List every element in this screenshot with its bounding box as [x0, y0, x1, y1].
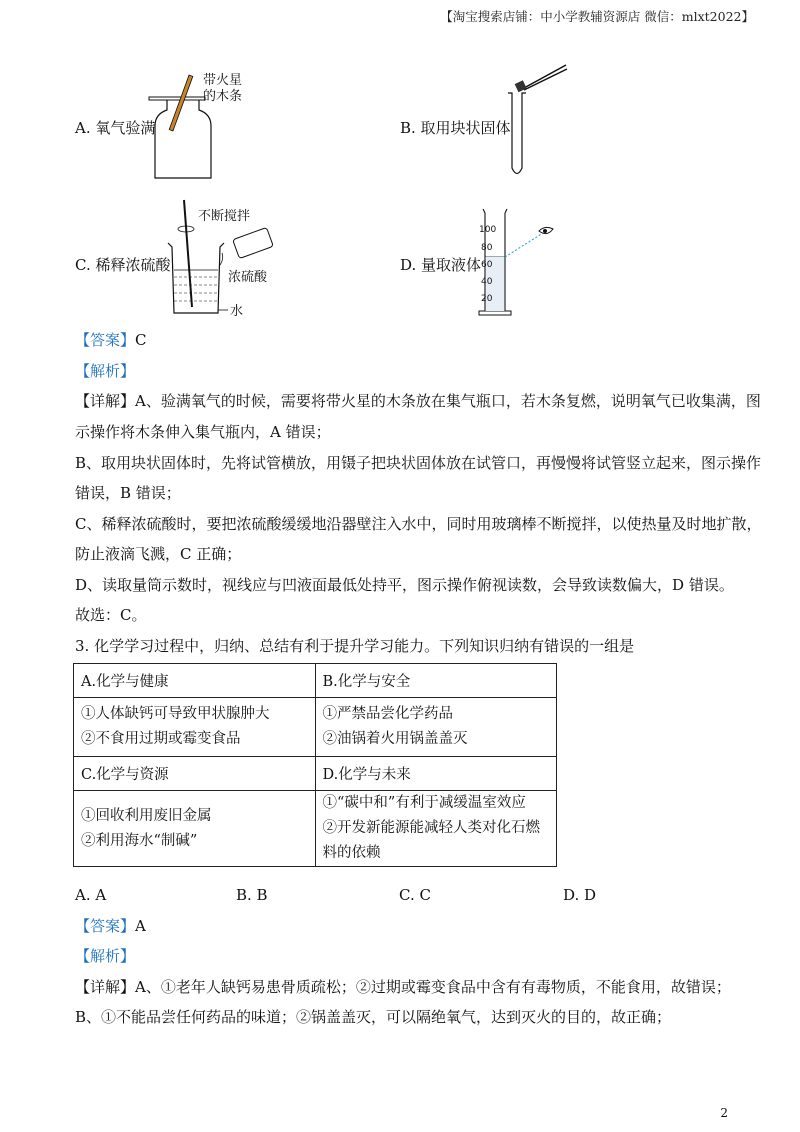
- test-tube-figure: [500, 60, 590, 185]
- stir-label: 不断搅拌: [198, 209, 251, 224]
- tick-20: 20: [481, 294, 493, 304]
- q2-detail-line: C、稀释浓硫酸时，要把浓硫酸缓缓地沿器壁注入水中，同时用玻璃棒不断搅拌，以使热量及时地扩散，: [75, 515, 762, 533]
- q3-detail-line: 【详解】A、①老年人缺钙易患骨质疏松；②过期或霉变食品中含有有毒物质，不能食用，故错误；: [75, 978, 731, 996]
- cylinder-figure: [475, 205, 565, 320]
- q2-detail-line: B、取用块状固体时，先将试管横放，用镊子把块状固体放在试管口，再慢慢将试管竖立起来，图示操作: [75, 454, 762, 472]
- q2-detail-line: 示操作将木条伸入集气瓶内，A 错误；: [75, 423, 331, 441]
- q2-detail-line: 故选：C。: [75, 606, 147, 624]
- acid-label: 浓硫酸: [228, 270, 268, 285]
- splint-label-2: 的木条: [203, 89, 243, 104]
- table-cell: ①人体缺钙可导致甲状腺肿大 ②不食用过期或霉变食品: [74, 698, 316, 757]
- table-cell: ①“碳中和”有利于减缓温室效应 ②开发新能源能减轻人类对化石燃料的依赖: [315, 791, 557, 867]
- tick-100: 100: [479, 225, 497, 235]
- table-cell-head: B.化学与安全: [315, 664, 557, 698]
- table-cell-head: D.化学与未来: [315, 757, 557, 791]
- page-header: 【淘宝搜索店铺：中小学教辅资源店 微信：mlxt2022】: [440, 9, 754, 24]
- q3-answer: 【答案】A: [75, 917, 146, 935]
- tick-60: 60: [481, 260, 493, 270]
- table-cell: ①回收利用废旧金属 ②利用海水“制碱”: [74, 791, 316, 867]
- q2-detail-line: 【详解】A、验满氧气的时候，需要将带火星的木条放在集气瓶口，若木条复燃，说明氧气已收集满，图: [75, 392, 761, 410]
- q2-detail-line: 错误，B 错误；: [75, 484, 181, 502]
- water-label: 水: [230, 304, 244, 319]
- q2-analysis-label: 【解析】: [75, 362, 136, 380]
- q2-detail-line: D、读取量筒示数时，视线应与凹液面最低处持平，图示操作俯视读数，会导致读数偏大，D 错误。: [75, 576, 734, 594]
- option-d-label: D. 量取液体: [400, 256, 482, 274]
- q3-choice-d: D. D: [563, 886, 597, 904]
- eye-icon: [539, 227, 553, 233]
- splint-label-1: 带火星: [203, 73, 243, 88]
- option-b-label: B. 取用块状固体: [400, 119, 511, 137]
- dilution-figure: [160, 195, 300, 320]
- table-cell: ①严禁品尝化学药品 ②油锅着火用锅盖盖灭: [315, 698, 557, 757]
- q3-choice-a: A. A: [75, 886, 107, 904]
- gas-bottle-figure: [145, 70, 265, 185]
- q2-detail-line: 防止液滴飞溅，C 正确；: [75, 545, 242, 563]
- q3-detail-line: B、①不能品尝任何药品的味道；②锅盖盖灭，可以隔绝氧气，达到灭火的目的，故正确；: [75, 1008, 672, 1026]
- tick-80: 80: [481, 243, 493, 253]
- tick-40: 40: [481, 277, 493, 287]
- page-number: 2: [720, 1106, 728, 1120]
- q3-analysis-label: 【解析】: [75, 947, 136, 965]
- q3-stem: 3. 化学学习过程中，归纳、总结有利于提升学习能力。下列知识归纳有错误的一组是: [75, 637, 635, 655]
- table-cell-head: A.化学与健康: [74, 664, 316, 698]
- q3-table: [73, 663, 557, 867]
- q2-answer: 【答案】C: [75, 331, 147, 349]
- option-c-label: C. 稀释浓硫酸: [75, 256, 171, 274]
- option-a-label: A. 氧气验满: [75, 119, 156, 137]
- q3-choice-b: B. B: [236, 886, 268, 904]
- q3-choice-c: C. C: [399, 886, 431, 904]
- table-cell-head: C.化学与资源: [74, 757, 316, 791]
